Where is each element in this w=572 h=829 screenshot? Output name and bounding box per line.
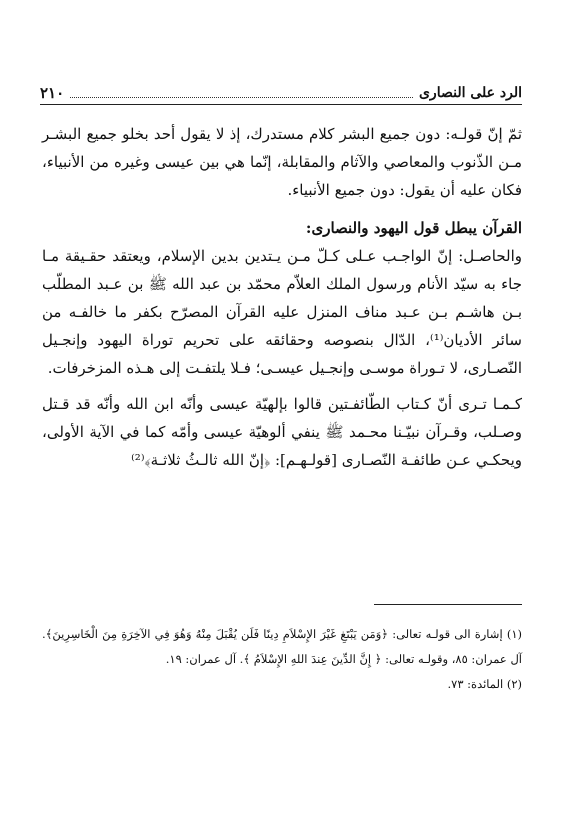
footnotes <box>42 622 522 697</box>
paragraph-2: والحاصـل: إنّ الواجـب عـلى كـلّ مـن يـتدين بدين الإسلام، ويعتقد حقـيقة مـا جاء به سيّد الأنام ورسول الملك العلاّم محمّد بن عبد الله ﷺ بن عـبد المطلّب بـن هاشـم بـن عـبد مناف المنزل عليه القرآن المصرّح بكفر ما خالفـه من سائر الأديان⁽¹⁾، الدّال بنصوصه وحقائقه على تحريم توراة اليهود وإنجـيل النّصـارى، لا تـوراة موسـى وإنجـيل عيسـى؛ فـلا يلتفـت إلى هـذه المزخرفات. <box>42 247 522 377</box>
paragraph-1: ثمّ إنّ قولـه: دون جميع البشر كلام مستدرك، إذ لا يقول أحد بخلو جميع البشـر مـن الذّنوب والمعاصي والآثام والمقابلة، إنّما هي بين عيسى وغيره من الأنبياء، فكان عليه أن يقول: دون جميع الأنبياء. <box>42 125 522 199</box>
body-text <box>42 120 522 474</box>
footnote-1: (١) إشارة الى قولـه تعالى: ﴿وَمَن يَبْتَغِ غَيْرَ الإِسْلاَمِ دِينًا فَلَن يُقْبَلَ مِنْهُ وَهُوَ فِي الآخِرَةِ مِنَ الْخَاسِرِينَ﴾. آل عمران: ٨٥، وقولـه تعالى: ﴿ إِنَّ الدِّينَ عِندَ اللهِ الإِسْلاَمُ ﴾. آل عمران: ١٩. <box>42 627 522 666</box>
footnote-2: (٢) المائدة: ٧٣. <box>447 677 522 691</box>
header-dot-leader <box>70 97 413 98</box>
paragraph-3: كـمـا تـرى أنّ كـتاب الطّائفـتين قالوا بإلهيّة عيسى وأنّه ابن الله وأنّه قد قـتل وصـلب، وقـرآن نبيّـنا محـمد ﷺ ينفي ألوهيّة عيسى وأمّه كما في الآية الأولى، ويحكـي عـن طائفـة النّصـارى [قولـهـم]: ﴿إنّ الله ثالـثُ ثلاثـة﴾⁽²⁾ <box>42 395 522 469</box>
section-heading: القرآن يبطل قول اليهود والنصارى: <box>305 219 522 237</box>
page-number: ٢١٠ <box>40 84 65 102</box>
footnote-separator <box>374 604 522 605</box>
page-header <box>40 80 522 102</box>
running-title: الرد على النصارى <box>418 85 522 101</box>
header-rule <box>40 104 522 105</box>
